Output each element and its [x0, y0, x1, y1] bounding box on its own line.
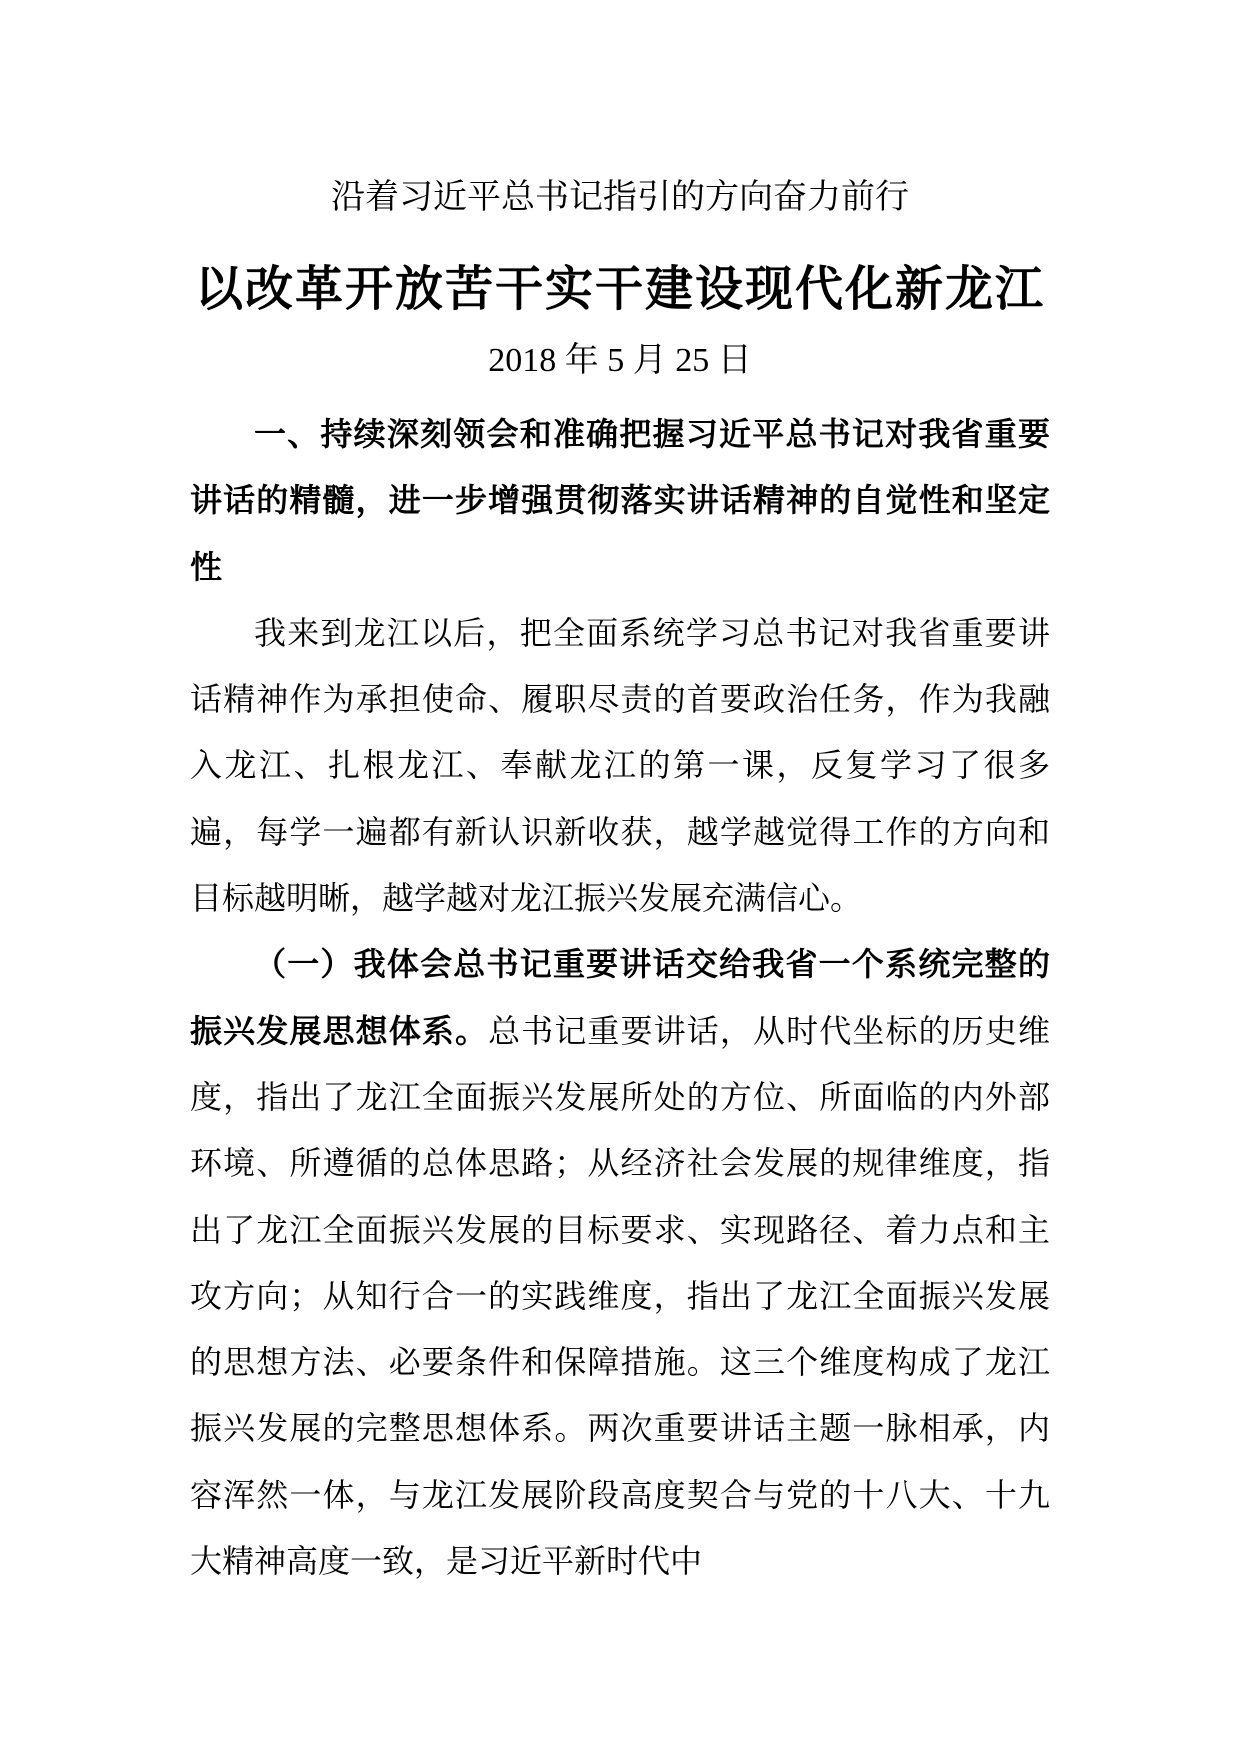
paragraph-2 — [190, 931, 1050, 1594]
section-heading: 一、持续深刻领会和准确把握习近平总书记对我省重要讲话的精髓，进一步增强贯彻落实讲话精神的自觉性和坚定性 — [190, 415, 1050, 586]
document-subtitle: 沿着习近平总书记指引的方向奋力前行 — [331, 177, 909, 217]
document-title: 以改革开放苦干实干建设现代化新龙江 — [194, 261, 1045, 317]
paragraph-2-body: 总书记重要讲话，从时代坐标的历史维度，指出了龙江全面振兴发展所处的方位、所面临的内外部环境、所遵循的总体思路；从经济社会发展的规律维度，指出了龙江全面振兴发展的目标要求、实现路径、着力点和主攻方向；从知行合一的实践维度，指出了龙江全面振兴发展的思想方法、必要条件和保障措施。这三个维度构成了龙江振兴发展的完整思想体系。两次重要讲话主题一脉相承，内容浑然一体，与龙江发展阶段高度契合与党的十八大、十九大精神高度一致，是习近平新时代中 — [190, 1011, 1050, 1581]
paragraph-1: 我来到龙江以后，把全面系统学习总书记对我省重要讲话精神作为承担使命、履职尽责的首要政治任务，作为我融入龙江、扎根龙江、奉献龙江的第一课，反复学习了很多遍，每学一遍都有新认识新收获，越学越觉得工作的方向和目标越明晰，越学越对龙江振兴发展充满信心。 — [190, 613, 1050, 918]
paragraph-2-lead: （一）我体会总书记重要讲话交给我省一个系统完整的振兴发展思想体系。 — [190, 945, 1050, 1050]
document-body — [190, 401, 1050, 1594]
document-date: 2018 年 5 月 25 日 — [488, 342, 752, 379]
